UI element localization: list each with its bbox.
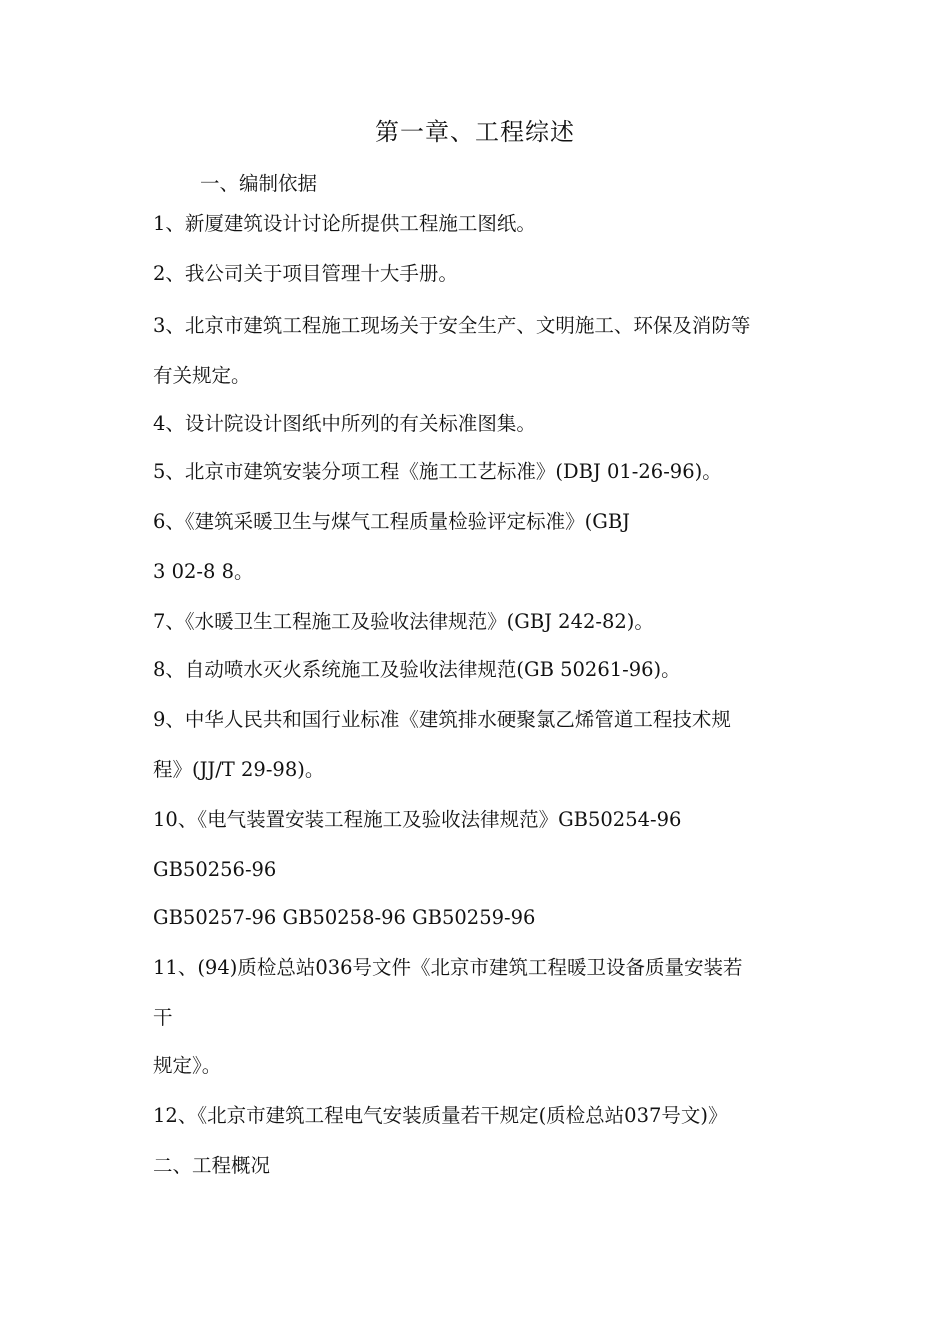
basis-item-11-cont-1: 干 (153, 1006, 173, 1029)
basis-item-7: 7、《水暖卫生工程施工及验收法律规范》(GBJ 242-82)。 (153, 610, 654, 633)
basis-item-5: 5、北京市建筑安装分项工程《施工工艺标准》(DBJ 01-26-96)。 (153, 460, 722, 483)
basis-item-3: 3、北京市建筑工程施工现场关于安全生产、文明施工、环保及消防等 (153, 314, 751, 337)
basis-item-6: 6、《建筑采暖卫生与煤气工程质量检验评定标准》(GBJ (153, 510, 630, 533)
chapter-title: 第一章、工程综述 (375, 118, 575, 146)
basis-item-3-cont: 有关规定。 (153, 364, 251, 387)
basis-item-6-cont: 3 02-8 8。 (153, 560, 254, 583)
basis-item-9-cont: 程》(JJ/T 29-98)。 (153, 758, 325, 781)
basis-item-10-cont-2: GB50257-96 GB50258-96 GB50259-96 (153, 906, 536, 929)
basis-item-11-cont-2: 规定》。 (153, 1054, 222, 1077)
basis-item-9: 9、中华人民共和国行业标准《建筑排水硬聚氯乙烯管道工程技术规 (153, 708, 731, 731)
section-heading-basis: 一、编制依据 (200, 172, 318, 195)
section-heading-overview: 二、工程概况 (153, 1154, 271, 1177)
basis-item-4: 4、设计院设计图纸中所列的有关标准图集。 (153, 412, 536, 435)
basis-item-12: 12、《北京市建筑工程电气安装质量若干规定(质检总站037号文)》 (153, 1104, 728, 1127)
basis-item-1: 1、新厦建筑设计讨论所提供工程施工图纸。 (153, 212, 536, 235)
basis-item-10-cont-1: GB50256-96 (153, 858, 277, 881)
basis-item-2: 2、我公司关于项目管理十大手册。 (153, 262, 458, 285)
basis-item-8: 8、自动喷水灭火系统施工及验收法律规范(GB 50261-96)。 (153, 658, 681, 681)
basis-item-10: 10、《电气装置安装工程施工及验收法律规范》GB50254-96 (153, 808, 682, 831)
basis-item-11: 11、(94)质检总站036号文件《北京市建筑工程暖卫设备质量安装若 (153, 956, 743, 979)
